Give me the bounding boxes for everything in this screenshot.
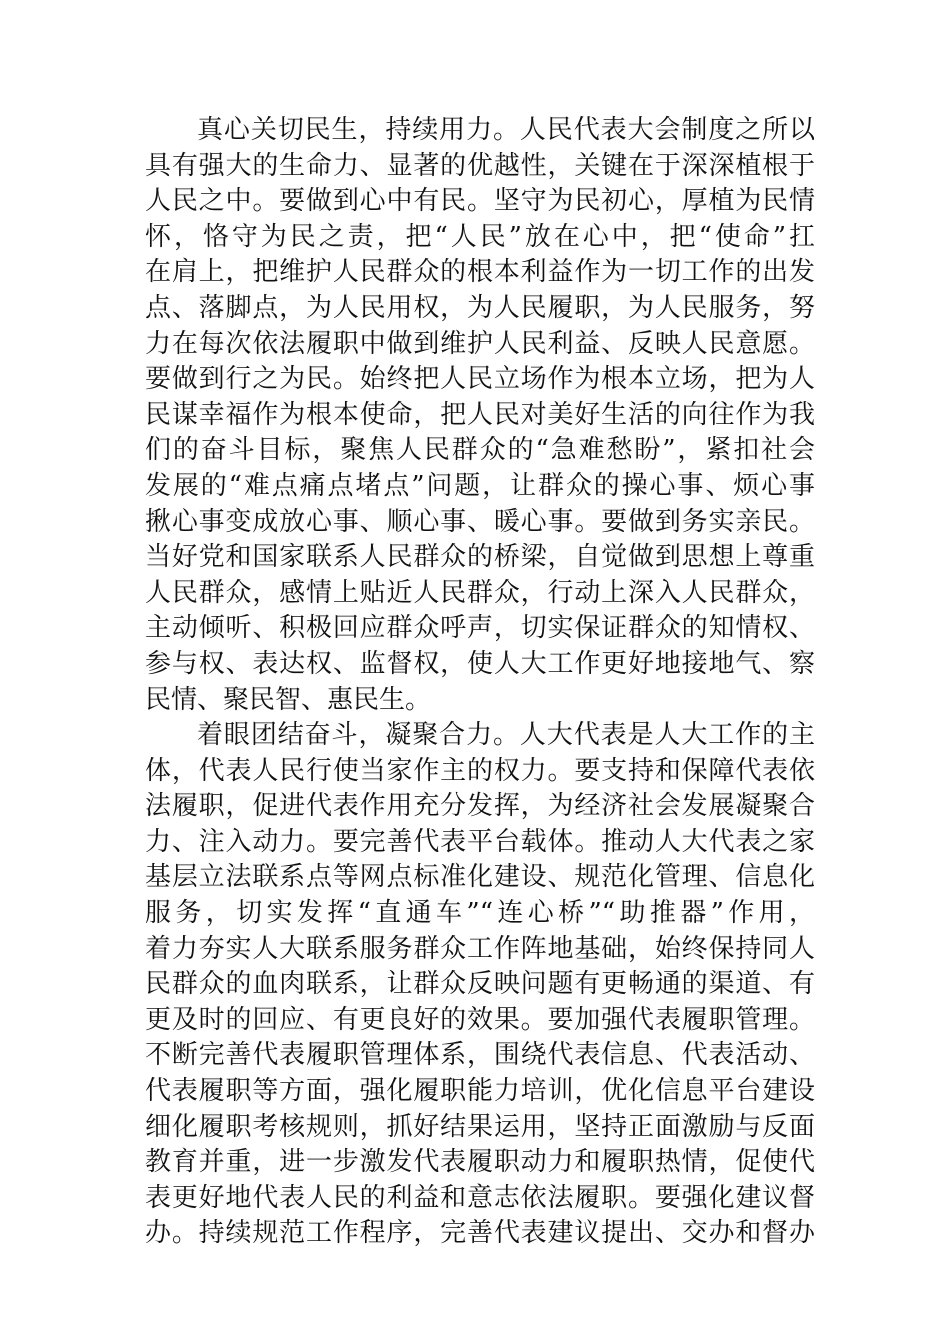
paragraph-2-line: 法履职，促进代表作用充分发挥，为经济社会发展凝聚合 (145, 791, 815, 822)
paragraph-2-line: 细化履职考核规则，抓好结果运用，坚持正面激励与反面 (145, 1111, 815, 1142)
paragraph-1-line: 真心关切民生，持续用力。人民代表大会制度之所以 (197, 115, 815, 145)
paragraph-1-line: 人民群众，感情上贴近人民群众，行动上深入人民群众， (145, 577, 815, 608)
paragraph-1-line: 在肩上，把维护人民群众的根本利益作为一切工作的出发 (145, 257, 815, 288)
paragraph-2-line: 着力夯实人大联系服务群众工作阵地基础，始终保持同人 (145, 933, 815, 964)
paragraph-1-line: 参与权、表达权、监督权，使人大工作更好地接地气、察 (145, 648, 815, 679)
paragraph-1-line: 主动倾听、积极回应群众呼声，切实保证群众的知情权、 (145, 613, 815, 644)
paragraph-2-line: 着眼团结奋斗，凝聚合力。人大代表是人大工作的主 (197, 720, 815, 751)
paragraph-1-line: 们的奋斗目标，聚焦人民群众的“急难愁盼”，紧扣社会 (145, 435, 815, 466)
paragraph-1-line: 民谋幸福作为根本使命，把人民对美好生活的向往作为我 (145, 399, 815, 430)
paragraph-1-line: 揪心事变成放心事、顺心事、暖心事。要做到务实亲民。 (145, 506, 815, 537)
paragraph-1-line: 发展的“难点痛点堵点”问题，让群众的操心事、烦心事 (145, 470, 815, 501)
paragraph-2-line: 服务，切实发挥“直通车”“连心桥”“助推器”作用， (145, 898, 815, 929)
paragraph-2-line: 力、注入动力。要完善代表平台载体。推动人大代表之家 (145, 826, 815, 857)
paragraph-2-line: 不断完善代表履职管理体系，围绕代表信息、代表活动、 (145, 1040, 815, 1071)
paragraph-2-line: 办。持续规范工作程序，完善代表建议提出、交办和督办 (145, 1218, 815, 1249)
paragraph-2-line: 基层立法联系点等网点标准化建设、规范化管理、信息化 (145, 862, 815, 893)
paragraph-2-line: 更及时的回应、有更良好的效果。要加强代表履职管理。 (145, 1004, 815, 1035)
paragraph-1-line: 点、落脚点，为人民用权，为人民履职，为人民服务，努 (145, 292, 815, 323)
paragraph-2-line: 教育并重，进一步激发代表履职动力和履职热情，促使代 (145, 1147, 815, 1178)
paragraph-2-line: 民群众的血肉联系，让群众反映问题有更畅通的渠道、有 (145, 969, 815, 1000)
paragraph-1-line: 具有强大的生命力、显著的优越性，关键在于深深植根于 (145, 150, 815, 181)
paragraph-2-line: 体，代表人民行使当家作主的权力。要支持和保障代表依 (145, 755, 815, 786)
paragraph-1-line: 当好党和国家联系人民群众的桥梁，自觉做到思想上尊重 (145, 542, 815, 573)
paragraph-1-line: 民情、聚民智、惠民生。 (145, 684, 432, 715)
body-text (145, 113, 815, 1252)
paragraph-1-line: 怀，恪守为民之责，把“人民”放在心中，把“使命”扛 (145, 221, 815, 252)
paragraph-1-line: 人民之中。要做到心中有民。坚守为民初心，厚植为民情 (145, 186, 815, 217)
paragraph-2-line: 表更好地代表人民的利益和意志依法履职。要强化建议督 (145, 1182, 815, 1213)
paragraph-1-line: 力在每次依法履职中做到维护人民利益、反映人民意愿。 (145, 328, 815, 359)
paragraph-1-line: 要做到行之为民。始终把人民立场作为根本立场，把为人 (145, 364, 815, 395)
paragraph-2-line: 代表履职等方面，强化履职能力培训，优化信息平台建设 (145, 1076, 815, 1107)
